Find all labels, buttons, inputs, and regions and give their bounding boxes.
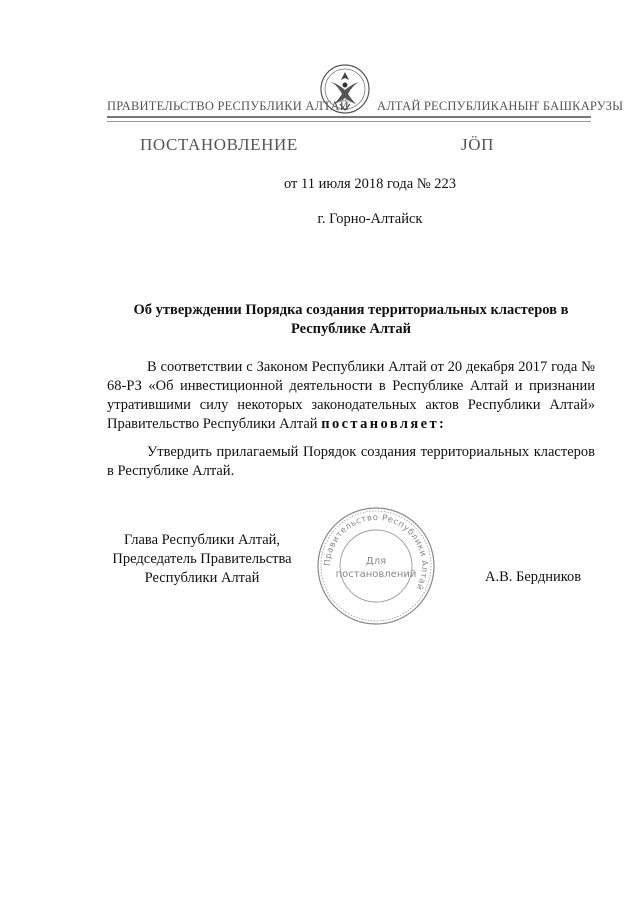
doc-type-russian: ПОСТАНОВЛЕНИЕ xyxy=(140,135,298,154)
signatory-line-3: Республики Алтай xyxy=(144,570,260,586)
stamp-ring-text: Правительство Республики Алтай xyxy=(322,512,430,592)
signatory-line-2: Председатель Правительства xyxy=(112,551,292,567)
paragraph-2-text: Утвердить прилагаемый Порядок создания территориальных кластеров в Республике Алтай. xyxy=(107,444,595,479)
body-paragraph-1 xyxy=(107,358,595,434)
stamp-center-line-2: постановлений xyxy=(335,569,417,580)
title-line-2: Республике Алтай xyxy=(290,321,412,337)
document-title xyxy=(107,301,595,339)
body-paragraph-2 xyxy=(107,443,595,481)
date-number-line: от 11 июля 2018 года № 223 xyxy=(283,176,457,192)
header-rule-thin xyxy=(107,121,591,122)
title-line-1: Об утверждении Порядка создания территориальных кластеров в xyxy=(133,302,569,318)
doc-type-altai: JÖП xyxy=(461,135,494,154)
signatory-title xyxy=(107,531,297,588)
signatory-name: А.В. Бердников xyxy=(485,569,582,585)
org-name-russian: ПРАВИТЕЛЬСТВО РЕСПУБЛИКИ АЛТАЙ xyxy=(107,99,349,113)
city-line: г. Горно-Алтайск xyxy=(317,211,423,227)
decree-verb: постановляет: xyxy=(321,416,447,432)
signatory-line-1: Глава Республики Алтай, xyxy=(123,532,281,548)
paragraph-1-text: В соответствии с Законом Республики Алтай от 20 декабря 2017 года № 68-РЗ «Об инвестиционной деятельности в Республике Алтай и признании утратившими силу некоторых законодательных актов Республики Алтай» Правительство Республики Алтай xyxy=(107,359,595,432)
official-stamp xyxy=(314,504,438,628)
header-rule xyxy=(107,116,591,118)
org-name-altai: АЛТАЙ РЕСПУБЛИКАНЫҤ БАШКАРУЗЫ xyxy=(377,99,624,113)
stamp-center-line-1: Для xyxy=(365,556,387,567)
